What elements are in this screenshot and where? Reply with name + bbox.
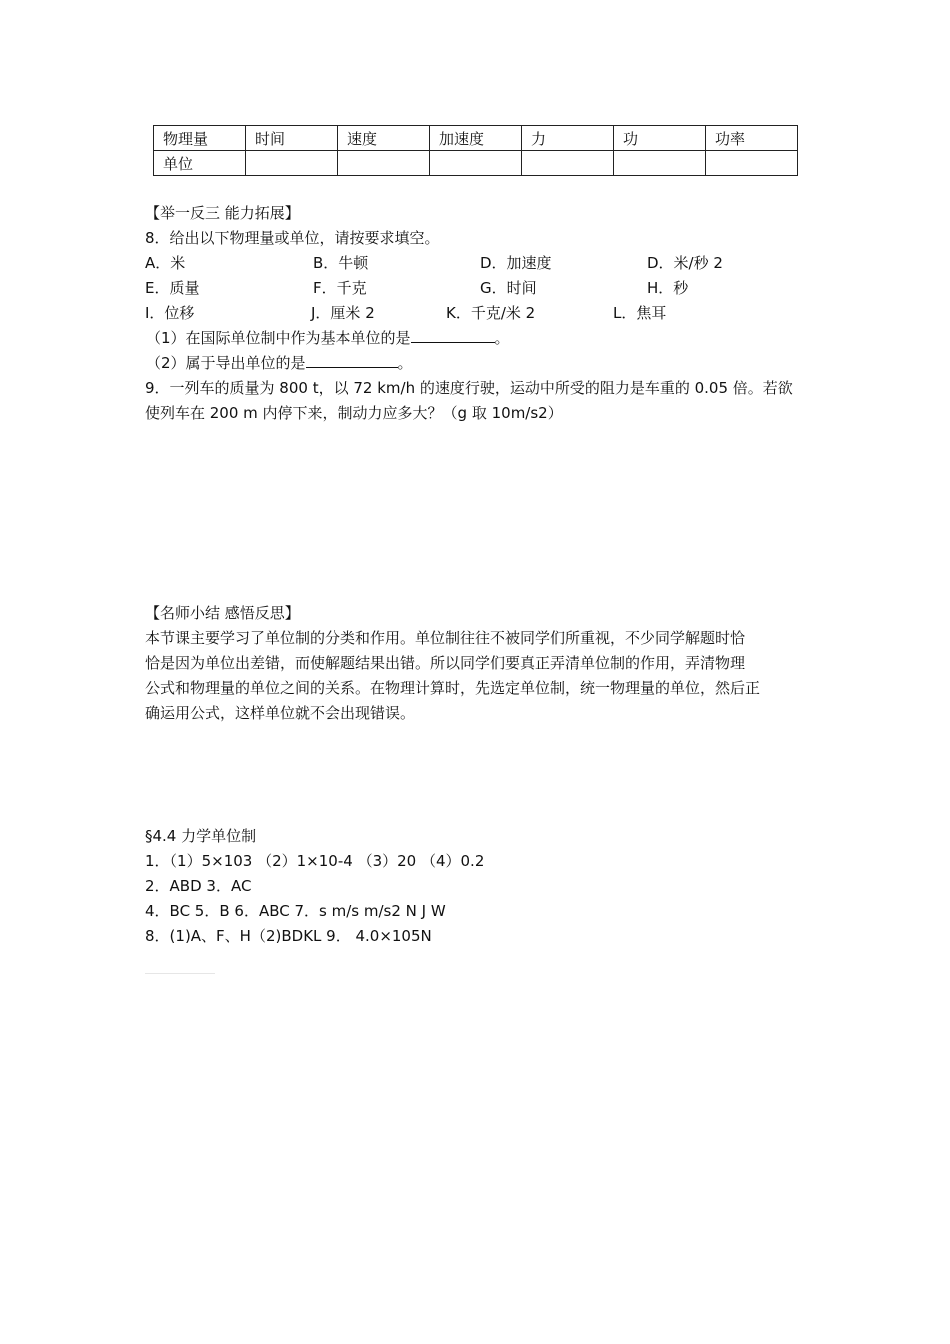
option: D．米/秒 2 [647, 254, 723, 272]
table-cell: 单位 [154, 151, 246, 176]
answer-blank[interactable] [306, 353, 398, 368]
table-cell-empty[interactable] [246, 151, 338, 176]
option: H．秒 [647, 279, 689, 297]
units-table-unit-row [154, 151, 798, 176]
question-8-stem: 8．给出以下物理量或单位，请按要求填空。 [145, 229, 440, 247]
option: E．质量 [145, 279, 200, 297]
option: B．牛顿 [313, 254, 369, 272]
table-cell: 力 [522, 126, 614, 151]
table-cell-empty[interactable] [522, 151, 614, 176]
table-cell: 加速度 [430, 126, 522, 151]
table-cell: 功 [614, 126, 706, 151]
option: J．厘米 2 [311, 304, 375, 322]
question-8-part-1-text: （1）在国际单位制中作为基本单位的是 [146, 329, 411, 347]
section-title-extend: 【举一反三 能力拓展】 [145, 204, 300, 222]
question-8-part-2 [146, 353, 413, 373]
option: G．时间 [480, 279, 537, 297]
units-table [153, 125, 798, 176]
table-cell: 物理量 [154, 126, 246, 151]
option: I．位移 [145, 304, 195, 322]
answers-title: §4.4 力学单位制 [145, 827, 257, 845]
table-cell: 时间 [246, 126, 338, 151]
table-cell-empty[interactable] [338, 151, 430, 176]
table-cell: 速度 [338, 126, 430, 151]
answer-line: 1．（1）5×103 （2）1×10-4 （3）20 （4）0.2 [145, 852, 485, 870]
question-9-line-1: 9．一列车的质量为 800 t，以 72 km/h 的速度行驶，运动中所受的阻力是车重的 0.05 倍。若欲 [145, 379, 793, 397]
units-table-header-row [154, 126, 798, 151]
table-cell-empty[interactable] [430, 151, 522, 176]
question-8-part-1 [146, 328, 510, 348]
table-cell: 功率 [706, 126, 798, 151]
answer-line: 8．(1)A、F、H（2)BDKL 9． 4.0×105N [145, 927, 432, 945]
section-title-summary: 【名师小结 感悟反思】 [145, 604, 300, 622]
option: L．焦耳 [613, 304, 667, 322]
option: A．米 [145, 254, 186, 272]
option: K．千克/米 2 [446, 304, 536, 322]
answer-line: 4．BC 5．B 6．ABC 7．s m/s m/s2 N J W [145, 902, 446, 920]
table-cell-empty[interactable] [614, 151, 706, 176]
summary-line: 公式和物理量的单位之间的关系。在物理计算时，先选定单位制，统一物理量的单位，然后正 [145, 679, 761, 697]
question-8-part-2-text: （2）属于导出单位的是 [146, 354, 306, 372]
table-cell-empty[interactable] [706, 151, 798, 176]
period: 。 [397, 354, 413, 372]
period: 。 [494, 329, 510, 347]
question-9-line-2: 使列车在 200 m 内停下来，制动力应多大？（g 取 10m/s2） [145, 404, 563, 422]
option: F．千克 [313, 279, 367, 297]
option: D．加速度 [480, 254, 552, 272]
summary-line: 确运用公式，这样单位就不会出现错误。 [145, 704, 416, 722]
answer-line: 2．ABD 3．AC [145, 877, 252, 895]
summary-line: 本节课主要学习了单位制的分类和作用。单位制往往不被同学们所重视，不少同学解题时恰 [145, 629, 746, 647]
divider [145, 973, 215, 974]
summary-line: 恰是因为单位出差错，而使解题结果出错。所以同学们要真正弄清单位制的作用，弄清物理 [145, 654, 746, 672]
answer-blank[interactable] [411, 328, 495, 343]
